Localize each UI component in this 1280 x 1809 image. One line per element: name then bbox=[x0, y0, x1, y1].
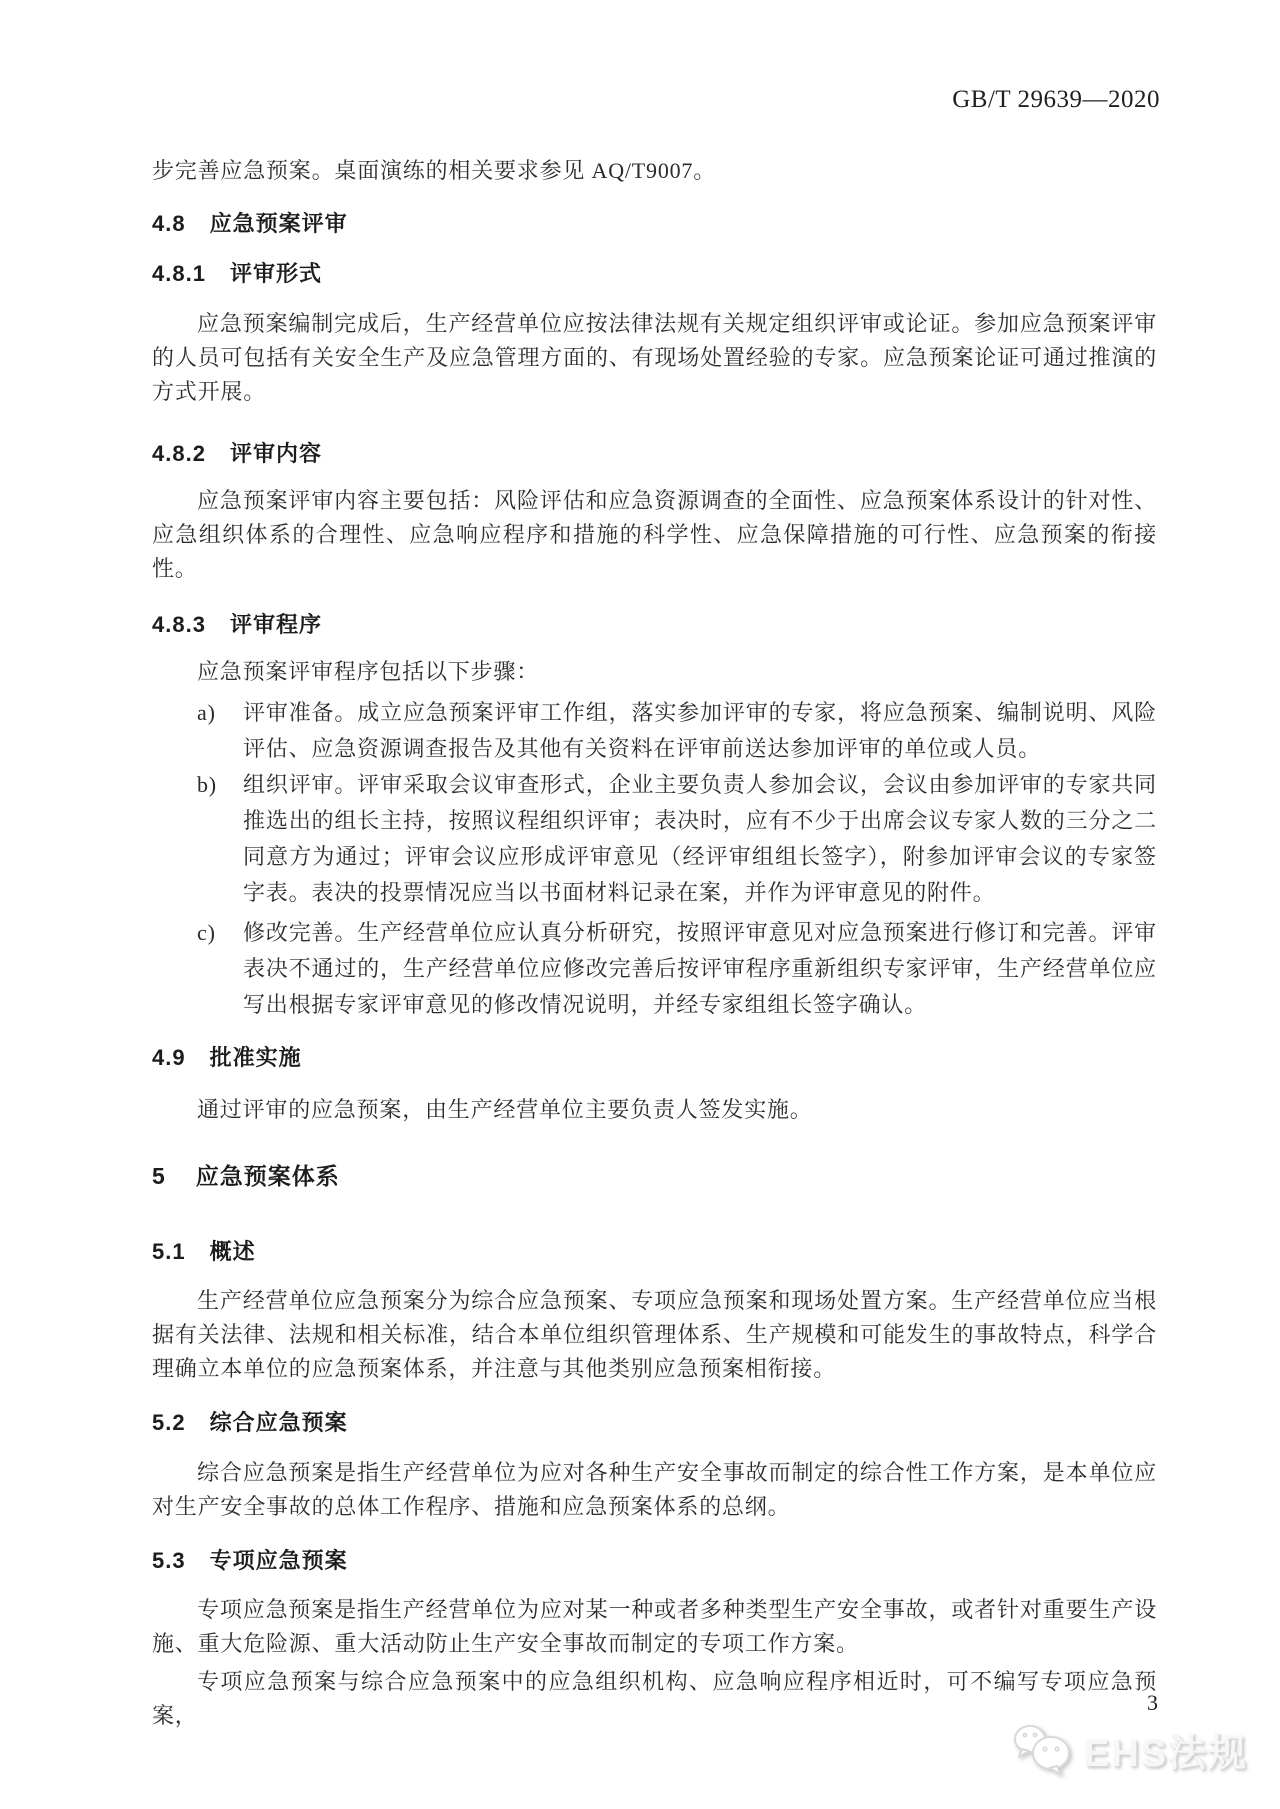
page-number: 3 bbox=[1147, 1690, 1158, 1715]
section-heading-5-2 bbox=[152, 1408, 1157, 1438]
watermark bbox=[1010, 1722, 1248, 1777]
watermark-label: EHS法规 bbox=[1083, 1733, 1248, 1775]
section-number: 4.8.1 bbox=[152, 261, 206, 286]
section-number: 4.8.2 bbox=[152, 441, 206, 466]
section-number: 4.8 bbox=[152, 211, 186, 236]
section-heading-4-9 bbox=[152, 1043, 1157, 1073]
paragraph-lead: 应急预案评审程序包括以下步骤： bbox=[197, 659, 540, 684]
section-title: 概述 bbox=[209, 1239, 256, 1264]
paragraph-continuation: 步完善应急预案。桌面演练的相关要求参见 AQ/T9007。 bbox=[152, 158, 717, 183]
section-number: 4.9 bbox=[152, 1045, 186, 1070]
list-marker: a) bbox=[197, 700, 216, 725]
section-number: 5.1 bbox=[152, 1239, 186, 1264]
section-heading-4-8-3 bbox=[152, 610, 1157, 640]
section-number: 5.3 bbox=[152, 1548, 186, 1573]
section-title: 评审程序 bbox=[229, 612, 322, 637]
list-item-text: 评审准备。成立应急预案评审工作组，落实参加评审的专家，将应急预案、编制说明、风险评估、应急资源调查报告及其他有关资料在评审前送达参加评审的单位或人员。 bbox=[243, 700, 1157, 761]
section-title: 应急预案评审 bbox=[209, 211, 348, 236]
list-item-c bbox=[152, 915, 1157, 1023]
list-marker: b) bbox=[197, 772, 217, 797]
section-heading-4-8-2 bbox=[152, 439, 1157, 469]
section-title: 评审形式 bbox=[229, 261, 322, 286]
wechat-chat-bubbles-icon bbox=[1010, 1723, 1074, 1777]
section-title: 批准实施 bbox=[209, 1045, 302, 1070]
section-heading-5-1 bbox=[152, 1237, 1157, 1267]
paragraph: 通过评审的应急预案，由生产经营单位主要负责人签发实施。 bbox=[197, 1097, 813, 1122]
list-item-text: 修改完善。生产经营单位应认真分析研究，按照评审意见对应急预案进行修订和完善。评审表决不通过的，生产经营单位应修改完善后按评审程序重新组织专家评审，生产经营单位应写出根据专家评审意见的修改情况说明，并经专家组组长签字确认。 bbox=[243, 920, 1157, 1017]
section-heading-4-8 bbox=[152, 209, 1157, 239]
paragraph: 应急预案评审内容主要包括：风险评估和应急资源调查的全面性、应急预案体系设计的针对性、应急组织体系的合理性、应急响应程序和措施的科学性、应急保障措施的可行性、应急预案的衔接性。 bbox=[152, 488, 1157, 581]
section-title: 综合应急预案 bbox=[209, 1410, 348, 1435]
paragraph: 专项应急预案是指生产经营单位为应对某一种或者多种类型生产安全事故，或者针对重要生产设施、重大危险源、重大活动防止生产安全事故而制定的专项工作方案。 bbox=[152, 1597, 1157, 1656]
standard-code: GB/T 29639—2020 bbox=[952, 86, 1160, 113]
list-item-text: 组织评审。评审采取会议审查形式，企业主要负责人参加会议，会议由参加评审的专家共同推选出的组长主持，按照议程组织评审；表决时，应有不少于出席会议专家人数的三分之二同意方为通过；评审会议应形成评审意见（经评审组组长签字），附参加评审会议的专家签字表。表决的投票情况应当以书面材料记录在案，并作为评审意见的附件。 bbox=[243, 772, 1157, 905]
chapter-title: 应急预案体系 bbox=[195, 1163, 340, 1189]
document-content bbox=[152, 0, 1157, 1733]
chapter-number: 5 bbox=[152, 1163, 166, 1189]
chapter-heading-5 bbox=[152, 1160, 1157, 1192]
paragraph: 生产经营单位应急预案分为综合应急预案、专项应急预案和现场处置方案。生产经营单位应当根据有关法律、法规和相关标准，结合本单位组织管理体系、生产规模和可能发生的事故特点，科学合理确立本单位的应急预案体系，并注意与其他类别应急预案相衔接。 bbox=[152, 1288, 1157, 1381]
paragraph: 综合应急预案是指生产经营单位为应对各种生产安全事故而制定的综合性工作方案，是本单位应对生产安全事故的总体工作程序、措施和应急预案体系的总纲。 bbox=[152, 1460, 1157, 1519]
paragraph: 专项应急预案与综合应急预案中的应急组织机构、应急响应程序相近时，可不编写专项应急预案， bbox=[152, 1669, 1157, 1728]
section-heading-5-3 bbox=[152, 1546, 1157, 1576]
section-title: 专项应急预案 bbox=[209, 1548, 348, 1573]
list-marker: c) bbox=[197, 920, 216, 945]
list-item-a bbox=[152, 695, 1157, 767]
review-procedure-list bbox=[152, 695, 1157, 1023]
section-heading-4-8-1 bbox=[152, 259, 1157, 289]
section-number: 4.8.3 bbox=[152, 612, 206, 637]
paragraph: 应急预案编制完成后，生产经营单位应按法律法规有关规定组织评审或论证。参加应急预案评审的人员可包括有关安全生产及应急管理方面的、有现场处置经验的专家。应急预案论证可通过推演的方式开展。 bbox=[152, 311, 1157, 404]
section-number: 5.2 bbox=[152, 1410, 186, 1435]
list-item-b bbox=[152, 767, 1157, 911]
section-title: 评审内容 bbox=[229, 441, 322, 466]
